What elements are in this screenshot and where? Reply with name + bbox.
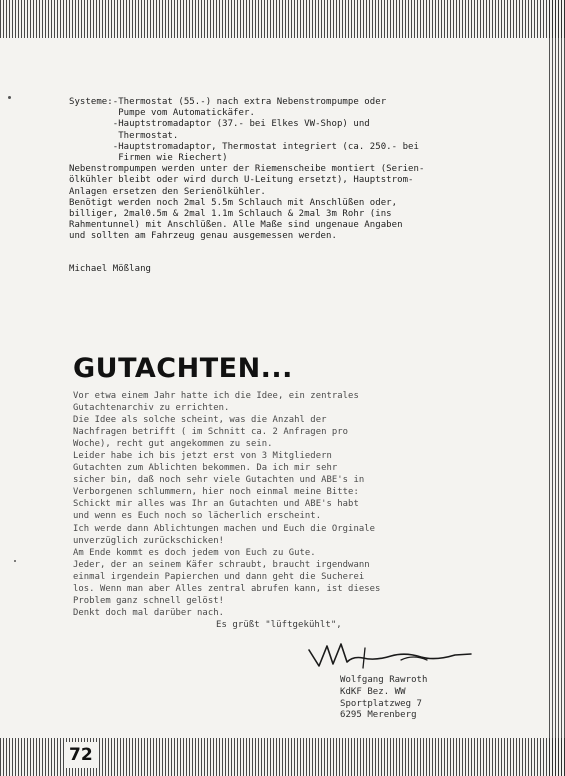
text-line: Schickt mir alles was Ihr an Gutachten und ABE's habt [73, 499, 359, 510]
top-hatch-border [0, 0, 565, 38]
text-line: Firmen wie Riechert) [69, 153, 228, 164]
text-line: Benötigt werden noch 2mal 5.5m Schlauch mit Anschlüßen oder, [69, 197, 398, 208]
handwritten-signature [305, 636, 475, 676]
text-line: Systeme:-Thermostat (55.-) nach extra Nebenstrompumpe oder [69, 97, 387, 107]
greeting-line: Es grüßt "lüftgekühlt", [216, 620, 342, 630]
text-line: Pumpe vom Automatickäfer. [69, 108, 255, 119]
text-line: Gutachten zum Ablichten bekommen. Da ich mir sehr [73, 463, 338, 474]
text-line: Nebenstrompumpen werden unter der Riemenscheibe montiert (Serien- [69, 164, 425, 175]
text-line: Problem ganz schnell gelöst! [73, 595, 225, 606]
page-number: 72 [66, 742, 99, 768]
text-line: Denkt doch mal darüber nach. [73, 607, 225, 618]
text-line: ölkühler bleibt oder wird durch U-Leitung ersetzt), Hauptstrom- [69, 175, 414, 186]
text-line: und wenn es Euch noch so lächerlich erscheint. [73, 511, 322, 522]
section-body-text [73, 390, 380, 619]
text-line: Die Idee als solche scheint, was die Anzahl der [73, 415, 327, 426]
right-hatch-border [549, 0, 565, 776]
text-line: -Hauptstromadaptor (37.- bei Elkes VW-Shop) und [69, 119, 370, 130]
text-line: Nachfragen betrifft ( im Schnitt ca. 2 Anfragen pro [73, 427, 349, 438]
text-line: los. Wenn man aber Alles zentral abrufen kann, ist dieses [73, 583, 381, 594]
address-line: KdKF Bez. WW [340, 686, 406, 697]
letter-top-author: Michael Mößlang [69, 264, 152, 274]
text-line: Jeder, der an seinem Käfer schraubt, braucht irgendwann [73, 559, 370, 570]
text-line: Anlagen ersetzen den Serienölkühler. [69, 186, 266, 197]
text-line: Verborgenen schlummern, hier noch einmal meine Bitte: [73, 487, 359, 498]
text-line: billiger, 2mal0.5m & 2mal 1.1m Schlauch & 2mal 3m Rohr (ins [69, 209, 392, 220]
text-line: Thermostat. [69, 130, 179, 141]
text-line: sicher bin, daß noch sehr viele Gutachten und ABE's in [73, 475, 365, 486]
paper-speck [14, 560, 16, 562]
text-line: -Hauptstromadaptor, Thermostat integriert (ca. 250.- bei [69, 141, 419, 152]
text-line: Leider habe ich bis jetzt erst von 3 Mitgliedern [73, 451, 332, 462]
letter-top-text [69, 97, 424, 243]
text-line: Am Ende kommt es doch jedem von Euch zu Gute. [73, 547, 316, 558]
address-line: 6295 Merenberg [340, 710, 417, 721]
text-line: Vor etwa einem Jahr hatte ich die Idee, ein zentrales [73, 391, 359, 401]
text-line: Gutachtenarchiv zu errichten. [73, 403, 230, 414]
text-line: Rahmentunnel) mit Anschlüßen. Alle Maße sind ungenaue Angaben [69, 220, 403, 231]
text-line: Ich werde dann Ablichtungen machen und Euch die Orginale [73, 523, 376, 534]
text-line: unverzüglich zurückschicken! [73, 535, 225, 546]
address-line: Sportplatzweg 7 [340, 698, 423, 709]
section-heading: GUTACHTEN... [73, 353, 293, 384]
text-line: und sollten am Fahrzeug genau ausgemessen werden. [69, 231, 337, 242]
text-line: Woche), recht gut angekommen zu sein. [73, 439, 273, 450]
text-line: einmal irgendein Papierchen und dann geht die Sucherei [73, 571, 365, 582]
sender-address [340, 675, 428, 722]
address-line: Wolfgang Rawroth [340, 675, 428, 685]
paper-speck [8, 96, 11, 99]
